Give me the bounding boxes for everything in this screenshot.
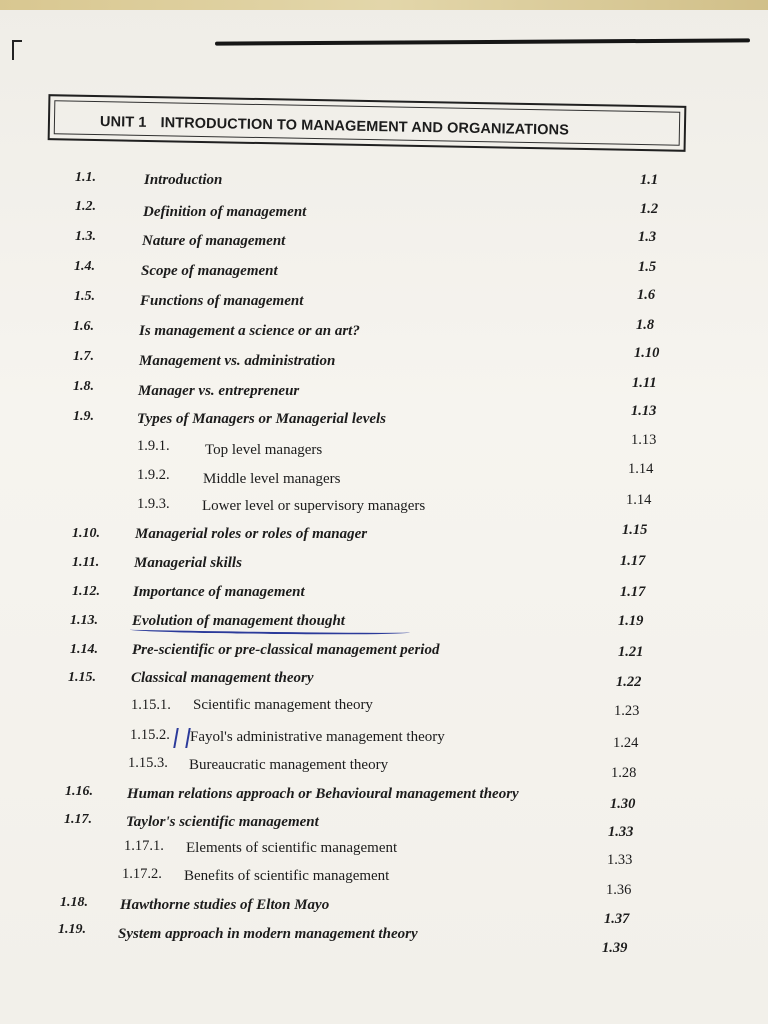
toc-number: 1.4. — [74, 259, 95, 274]
toc-page: 1.14 — [626, 492, 652, 508]
unit-label: UNIT 1 — [99, 114, 147, 131]
toc-number: 1.15.3. — [128, 755, 168, 771]
toc-number: 1.11. — [72, 555, 100, 570]
toc-page: 1.5 — [638, 259, 657, 275]
toc-number: 1.17.1. — [124, 838, 164, 854]
toc-number: 1.14. — [70, 642, 98, 657]
toc-page: 1.36 — [606, 882, 632, 898]
toc-page: 1.17 — [620, 553, 646, 569]
toc-title: Bureaucratic management theory — [189, 757, 389, 773]
toc-number: 1.9. — [73, 409, 94, 424]
toc-number: 1.16. — [65, 784, 93, 799]
toc-title: Introduction — [144, 172, 223, 188]
toc-number: 1.17.2. — [122, 866, 162, 882]
unit-title: INTRODUCTION TO MANAGEMENT AND ORGANIZATIONS — [160, 115, 570, 139]
toc-number: 1.2. — [75, 199, 96, 214]
toc-number: 1.17. — [64, 812, 92, 827]
toc-page: 1.23 — [614, 703, 640, 719]
toc-title: Importance of management — [133, 584, 305, 600]
toc-title: Management vs. administration — [139, 353, 336, 369]
ink-mark — [173, 728, 191, 748]
toc-title: Definition of management — [143, 204, 307, 220]
toc-title: Manager vs. entrepreneur — [138, 383, 300, 399]
toc-title: Hawthorne studies of Elton Mayo — [120, 897, 330, 913]
toc-number: 1.13. — [70, 613, 98, 628]
toc-title: Pre-scientific or pre-classical management period — [132, 642, 440, 658]
toc-number: 1.15. — [68, 670, 96, 685]
toc-number: 1.9.2. — [137, 467, 170, 483]
toc-page: 1.30 — [610, 796, 636, 812]
toc-page: 1.1 — [640, 172, 659, 188]
toc-page: 1.13 — [631, 403, 657, 419]
toc-page: 1.39 — [602, 940, 628, 956]
toc-title: Top level managers — [205, 442, 323, 458]
toc-title: Lower level or supervisory managers — [202, 498, 426, 514]
toc-page: 1.8 — [636, 317, 655, 333]
toc-title: Taylor's scientific management — [126, 814, 319, 830]
toc-title: System approach in modern management theory — [118, 926, 418, 942]
toc-number: 1.1. — [75, 170, 96, 185]
toc-number: 1.10. — [72, 526, 100, 541]
toc-number: 1.15.1. — [131, 697, 171, 713]
toc-number: 1.9.1. — [137, 438, 170, 454]
toc-title: Classical management theory — [131, 670, 314, 686]
toc-page: 1.14 — [628, 461, 654, 477]
toc-number: 1.18. — [60, 895, 88, 910]
toc-page: 1.28 — [611, 765, 637, 781]
toc-number: 1.3. — [75, 229, 96, 244]
toc-page: 1.33 — [607, 852, 633, 868]
toc-title: Functions of management — [140, 293, 304, 309]
toc-page: 1.24 — [613, 735, 639, 751]
toc-title: Middle level managers — [203, 471, 341, 487]
toc-title: Is management a science or an art? — [139, 323, 360, 339]
toc-number: 1.7. — [73, 349, 94, 364]
toc-page: 1.13 — [631, 432, 657, 448]
toc-page: 1.6 — [637, 287, 656, 303]
toc-page: 1.37 — [604, 911, 630, 927]
toc-number: 1.12. — [72, 584, 100, 599]
toc-number: 1.19. — [58, 922, 86, 937]
toc-number: 1.6. — [73, 319, 94, 334]
toc-page: 1.19 — [618, 613, 644, 629]
toc-title: Human relations approach or Behavioural management theory — [127, 786, 519, 802]
toc-title: Nature of management — [142, 233, 286, 249]
toc-page: 1.10 — [634, 345, 660, 361]
toc-page: 1.11 — [632, 375, 657, 391]
toc-title: Types of Managers or Managerial levels — [137, 411, 387, 427]
toc-title: Elements of scientific management — [186, 840, 398, 856]
toc-page: 1.21 — [618, 644, 644, 660]
ink-underline — [130, 626, 410, 636]
toc-title: Managerial roles or roles of manager — [135, 526, 368, 542]
toc-page: 1.33 — [608, 824, 634, 840]
toc-page: 1.3 — [638, 229, 657, 245]
toc-title: Scope of management — [141, 263, 278, 279]
toc-title: Fayol's administrative management theory — [190, 729, 445, 745]
toc-title: Benefits of scientific management — [184, 868, 390, 884]
toc-number: 1.9.3. — [137, 496, 170, 512]
toc-title: Scientific management theory — [193, 697, 373, 713]
toc-page: 1.15 — [622, 522, 648, 538]
toc-page: 1.2 — [640, 201, 659, 217]
toc-number: 1.5. — [74, 289, 95, 304]
toc-page: 1.22 — [616, 674, 642, 690]
toc-title: Managerial skills — [134, 555, 242, 571]
toc-title: Evolution of management thought — [132, 613, 345, 629]
toc-page: 1.17 — [620, 584, 646, 600]
toc-number: 1.15.2. — [130, 727, 170, 743]
toc-number: 1.8. — [73, 379, 94, 394]
